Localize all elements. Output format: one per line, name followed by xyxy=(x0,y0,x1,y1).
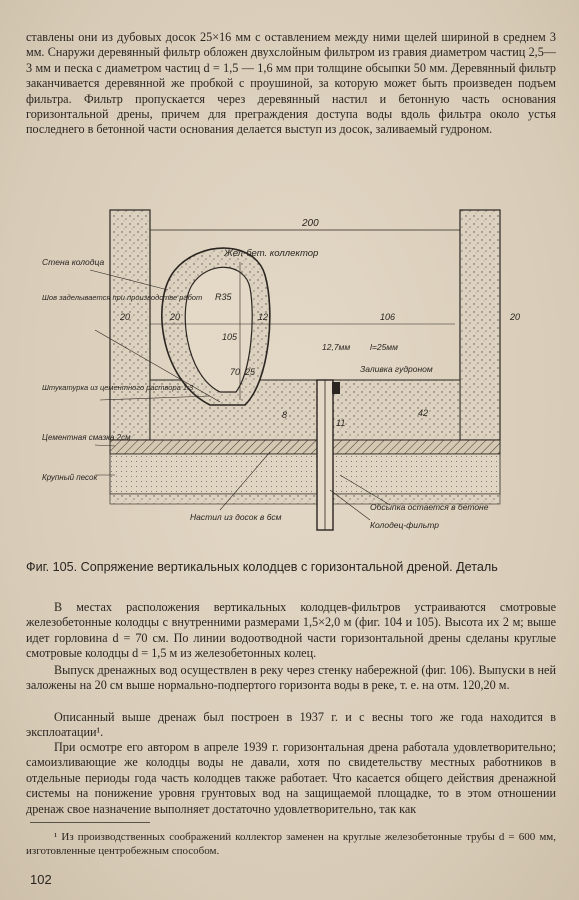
label-42: 42 xyxy=(418,408,429,418)
right-wall xyxy=(460,210,500,440)
paragraph-inspection: При осмотре его автором в апреле 1939 г. горизонтальная дрена работала удовлетворительно; самоизливающие же колодцы воды не давали, хотя по свидетельству местных работников в отдельные периоды года часть колодцев также работает. Что касается общего действия дренажной системы на понижение уровня грунтовых вод на защищаемой площадке, то в этом отношении дренаж свое назначение выполняет достаточно удовлетворительно, так как xyxy=(26,740,556,816)
label-l25: l=25мм xyxy=(370,342,398,352)
label-plaster: Штукатурка из цементного раствора 1:3 xyxy=(42,383,194,392)
paragraph-filter: ставлены они из дубовых досок 25×16 мм с оставлением между ними щелей шириной в среднем 3 мм. Снаружи деревянный фильтр обложен двухслойным фильтром из гравия диаметром частиц 2,5—3 мм и песка с диаметром частиц d = 1,5 — 1,6 мм при толщине обсыпки 50 мм. Деревянный фильтр заканчивается деревянной же пробкой с проушиной, за которую может быть произведен подъем фильтра. Фильтр пропускается через деревянный настил и бетонную часть основания горизонтальной дрены, причем для преграждения доступа воды вдоль фильтра около устья последнего в бетонной части основания делается выступ из досок, заливаемый гудроном. xyxy=(26,30,556,137)
label-8: 8 xyxy=(282,410,288,420)
cement-layer xyxy=(110,440,500,454)
page-number: 102 xyxy=(30,872,52,887)
paragraph-built: Описанный выше дренаж был построен в 1937 г. и с весны того же года находится в эксплоатации¹. xyxy=(26,710,556,740)
footnote: ¹ Из производственных соображений коллектор заменен на круглые железобетонные трубы d = 600 мм, изготовленные центробежным способом. xyxy=(26,831,556,857)
figure-well-drain-detail xyxy=(40,190,540,540)
label-cement: Цементная смазка 2см xyxy=(42,433,131,442)
label-dim-right: 20 xyxy=(510,312,521,322)
paragraph-outlet: Выпуск дренажных вод осуществлен в реку через стенку набережной (фиг. 106). Выпуски в ней заложены на 20 см выше нормально-подпертого горизонта воды в реке, т. е. на отм. 120,20 м. xyxy=(26,663,556,693)
label-12-7: 12,7мм xyxy=(322,342,351,352)
label-dim-left2: 20 xyxy=(170,312,181,322)
label-106: 106 xyxy=(380,312,396,322)
label-well: Колодец-фильтр xyxy=(370,520,439,530)
sand-layer xyxy=(110,454,500,494)
label-25: 25 xyxy=(245,367,256,377)
label-seam: Шов заделывается при производстве работ xyxy=(42,293,203,302)
paragraph-wells: В местах расположения вертикальных колодцев-фильтров устраиваются смотровые железобетонные колодцы с внутренними размерами 1,5×2,0 м (фиг. 104 и 105). Высота их 2 м; выше идет горловина d = 70 см. По линии водоотводной части горизонтальной дрены сделаны круглые смотровые колодцы d = 1,5 м из железобетонных колец. xyxy=(26,600,556,661)
label-70: 70 xyxy=(230,367,241,377)
label-12: 12 xyxy=(258,312,269,322)
label-collector: Жел-бет. коллектор xyxy=(224,248,319,259)
label-11: 11 xyxy=(336,418,346,428)
label-planks: Настил из досок в 6см xyxy=(190,512,282,522)
tar-block xyxy=(332,382,340,394)
label-tar: Заливка гудроном xyxy=(360,364,433,374)
left-wall xyxy=(110,210,150,440)
label-dim-left1: 20 xyxy=(120,312,131,322)
figure-caption: Фиг. 105. Сопряжение вертикальных колодцев с горизонтальной дреной. Деталь xyxy=(26,560,498,574)
label-sprinkle: Обсыпка остается в бетоне xyxy=(370,502,489,512)
label-105: 105 xyxy=(222,332,238,342)
footnote-rule xyxy=(30,822,150,823)
label-wall: Стена колодца xyxy=(42,257,105,267)
label-r35: R35 xyxy=(215,292,232,302)
label-dim-top: 200 xyxy=(302,218,319,229)
label-sand: Крупный песок xyxy=(42,473,98,482)
